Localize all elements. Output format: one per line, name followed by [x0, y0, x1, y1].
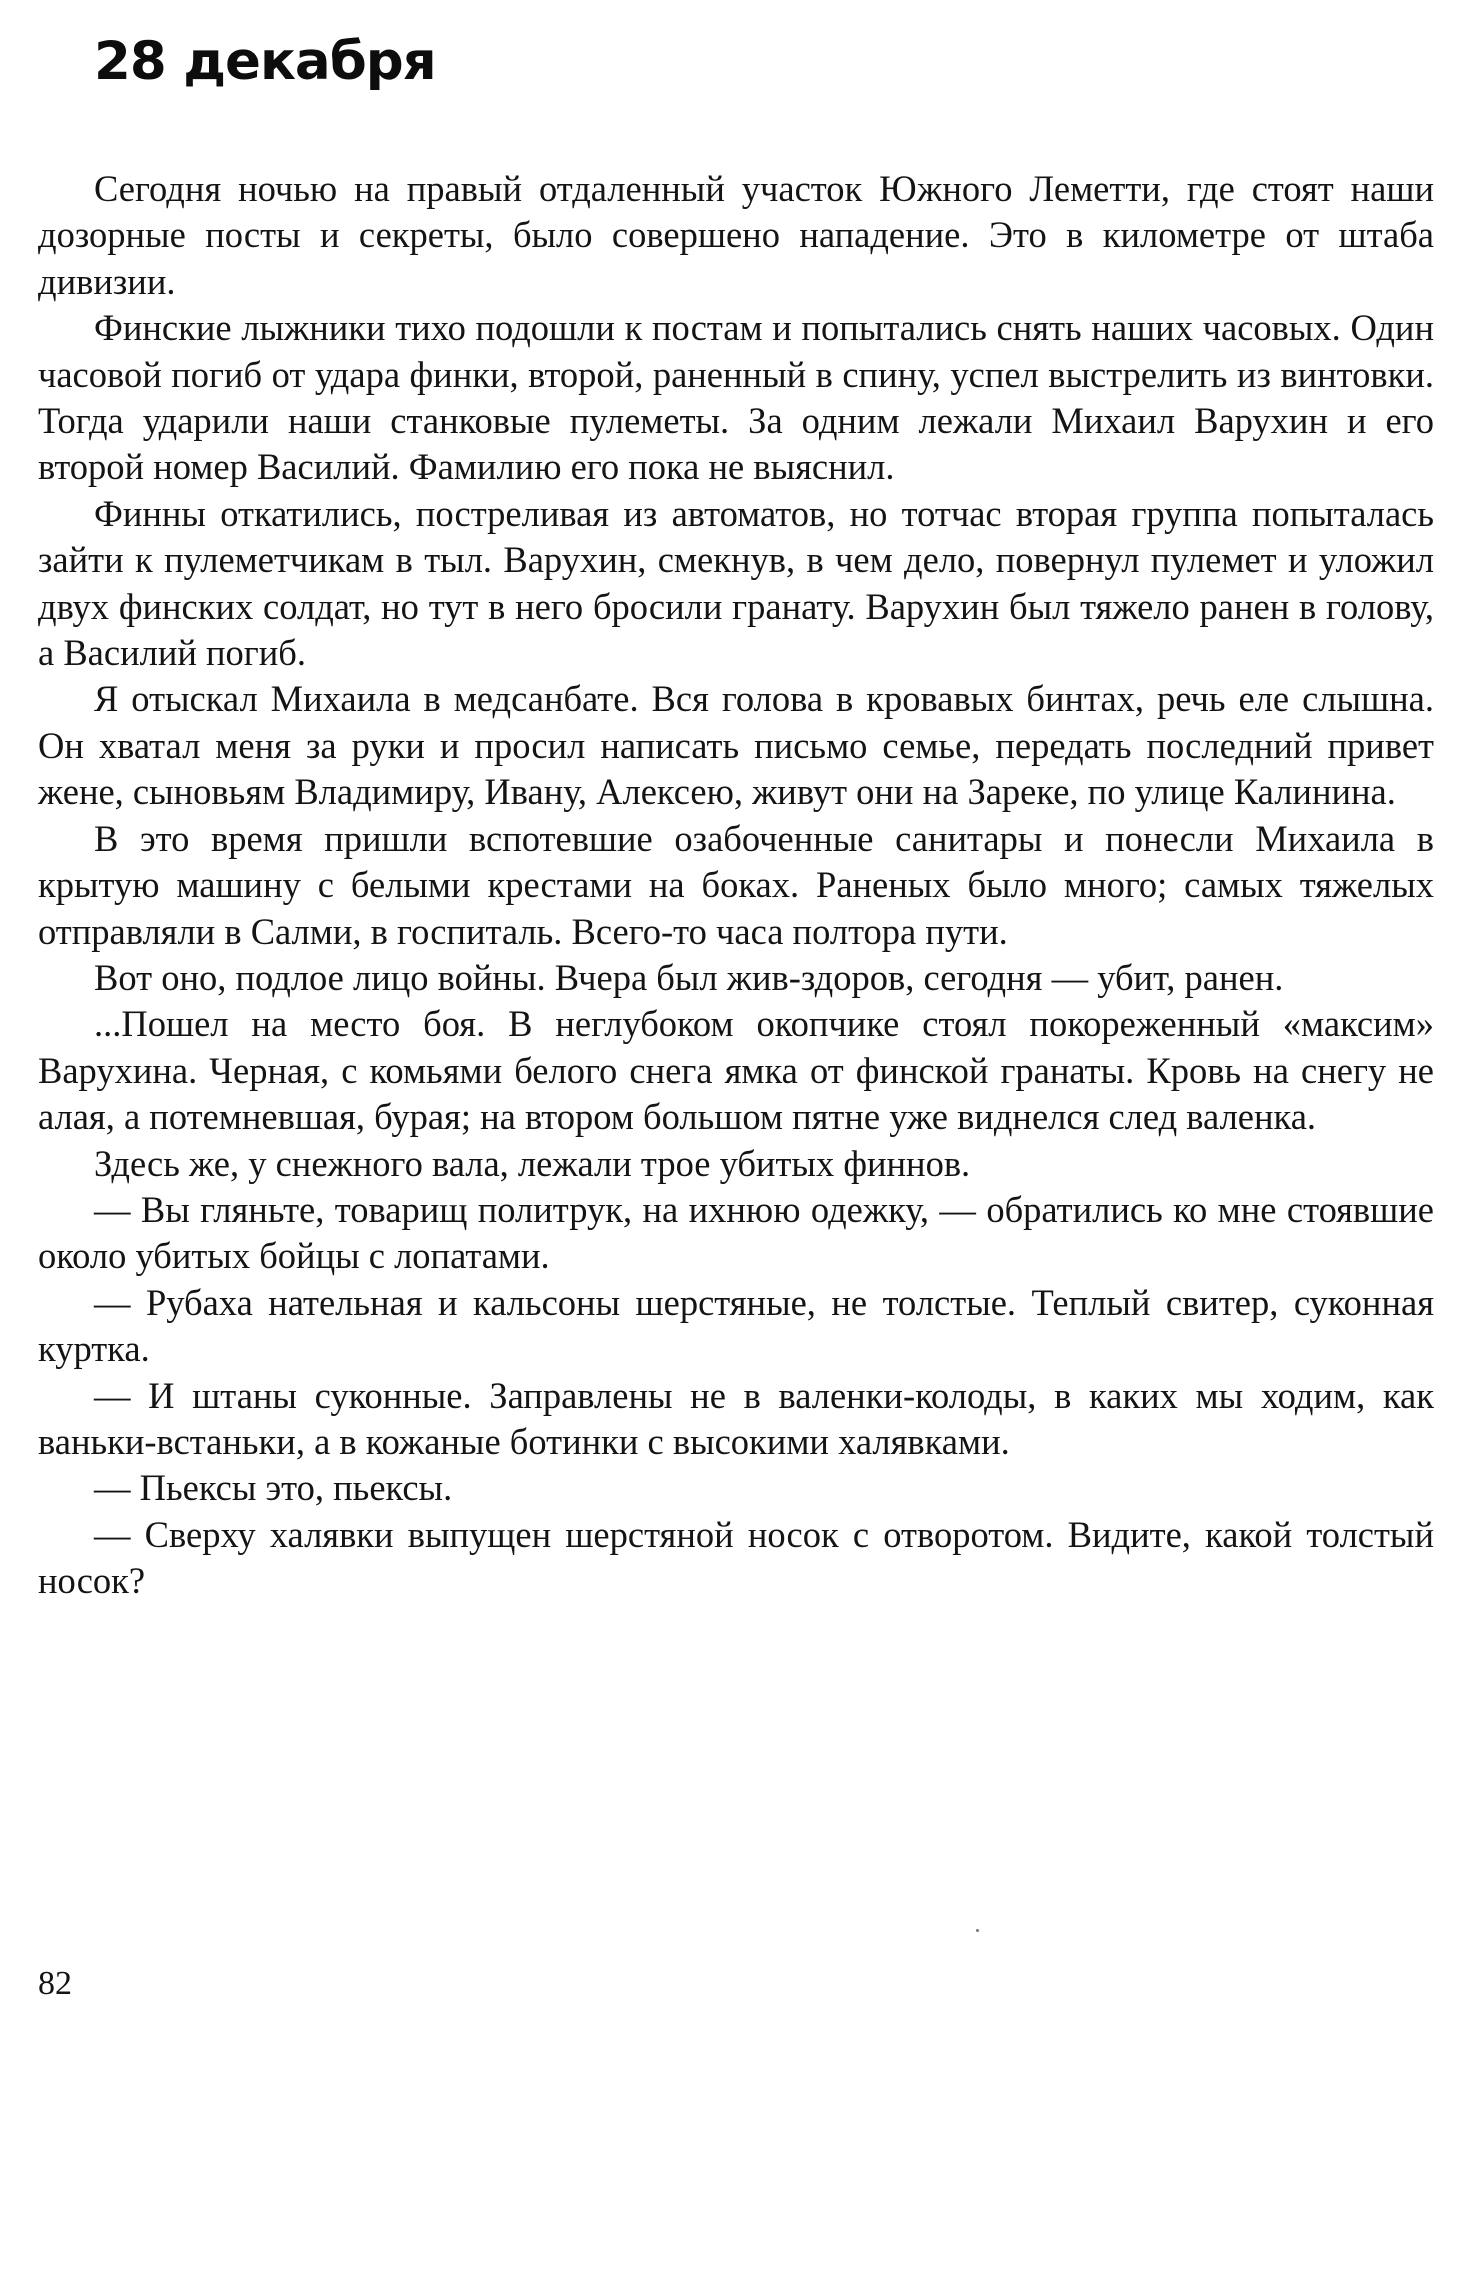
paragraph: Здесь же, у снежного вала, лежали трое убитых финнов.	[94, 1142, 971, 1184]
body-text	[38, 166, 1434, 1605]
page-number: 82	[38, 1965, 72, 2002]
paragraph: В это время пришли вспотевшие озабоченные санитары и понесли Михаила в крытую машину с белыми крестами на боках. Раненых было много; самых тяжелых отправляли в Салми, в госпиталь. Всего-то часа полтора пути.	[38, 817, 1434, 952]
paragraph: ...Пошел на место боя. В неглубоком окопчике стоял покореженный «максим» Варухина. Черная, с комьями белого снега ямка от финской гранаты. Кровь на снегу не алая, а потемневшая, бурая; на втором большом пятне уже виднелся след валенка.	[38, 1003, 1434, 1138]
paragraph: — Рубаха нательная и кальсоны шерстяные, не толстые. Теплый свитер, суконная куртка.	[38, 1281, 1434, 1370]
paragraph: Финские лыжники тихо подошли к постам и попытались снять наших часовых. Один часовой погиб от удара финки, второй, раненный в спину, успел выстрелить из винтовки. Тогда ударили наши станковые пулеметы. За одним лежали Михаил Варухин и его второй номер Василий. Фамилию его пока не выяснил.	[38, 307, 1434, 488]
chapter-heading: 28 декабря	[94, 31, 436, 92]
paragraph: Сегодня ночью на правый отдаленный участок Южного Леметти, где стоят наши дозорные посты и секреты, было совершено нападение. Это в километре от штаба дивизии.	[38, 168, 1434, 302]
scan-speck	[976, 1929, 979, 1932]
paragraph: Вот оно, подлое лицо войны. Вчера был жив-здоров, сегодня — убит, ранен.	[94, 956, 1284, 998]
paragraph: Финны откатились, постреливая из автоматов, но тотчас вторая группа попыталась зайти к пулеметчикам в тыл. Варухин, смекнув, в чем дело, повернул пулемет и уложил двух финских солдат, но тут в него бросили гранату. Варухин был тяжело ранен в голову, а Василий погиб.	[38, 492, 1434, 674]
paragraph: — Сверху халявки выпущен шерстяной носок с отворотом. Видите, какой толстый носок?	[38, 1513, 1434, 1602]
paragraph: — И штаны суконные. Заправлены не в валенки-колоды, в каких мы ходим, как ваньки-встаньки, а в кожаные ботинки с высокими халявками.	[38, 1374, 1434, 1462]
paragraph: — Вы гляньте, товарищ политрук, на ихнюю одежку, — обратились ко мне стоявшие около убитых бойцы с лопатами.	[38, 1188, 1434, 1277]
paragraph: Я отыскал Михаила в медсанбате. Вся голова в кровавых бинтах, речь еле слышна. Он хватал меня за руки и просил написать письмо семье, передать последний привет жене, сыновьям Владимиру, Ивану, Алексею, живут они на Зареке, по улице Калинина.	[38, 678, 1434, 813]
paragraph: — Пьексы это, пьексы.	[94, 1467, 453, 1509]
